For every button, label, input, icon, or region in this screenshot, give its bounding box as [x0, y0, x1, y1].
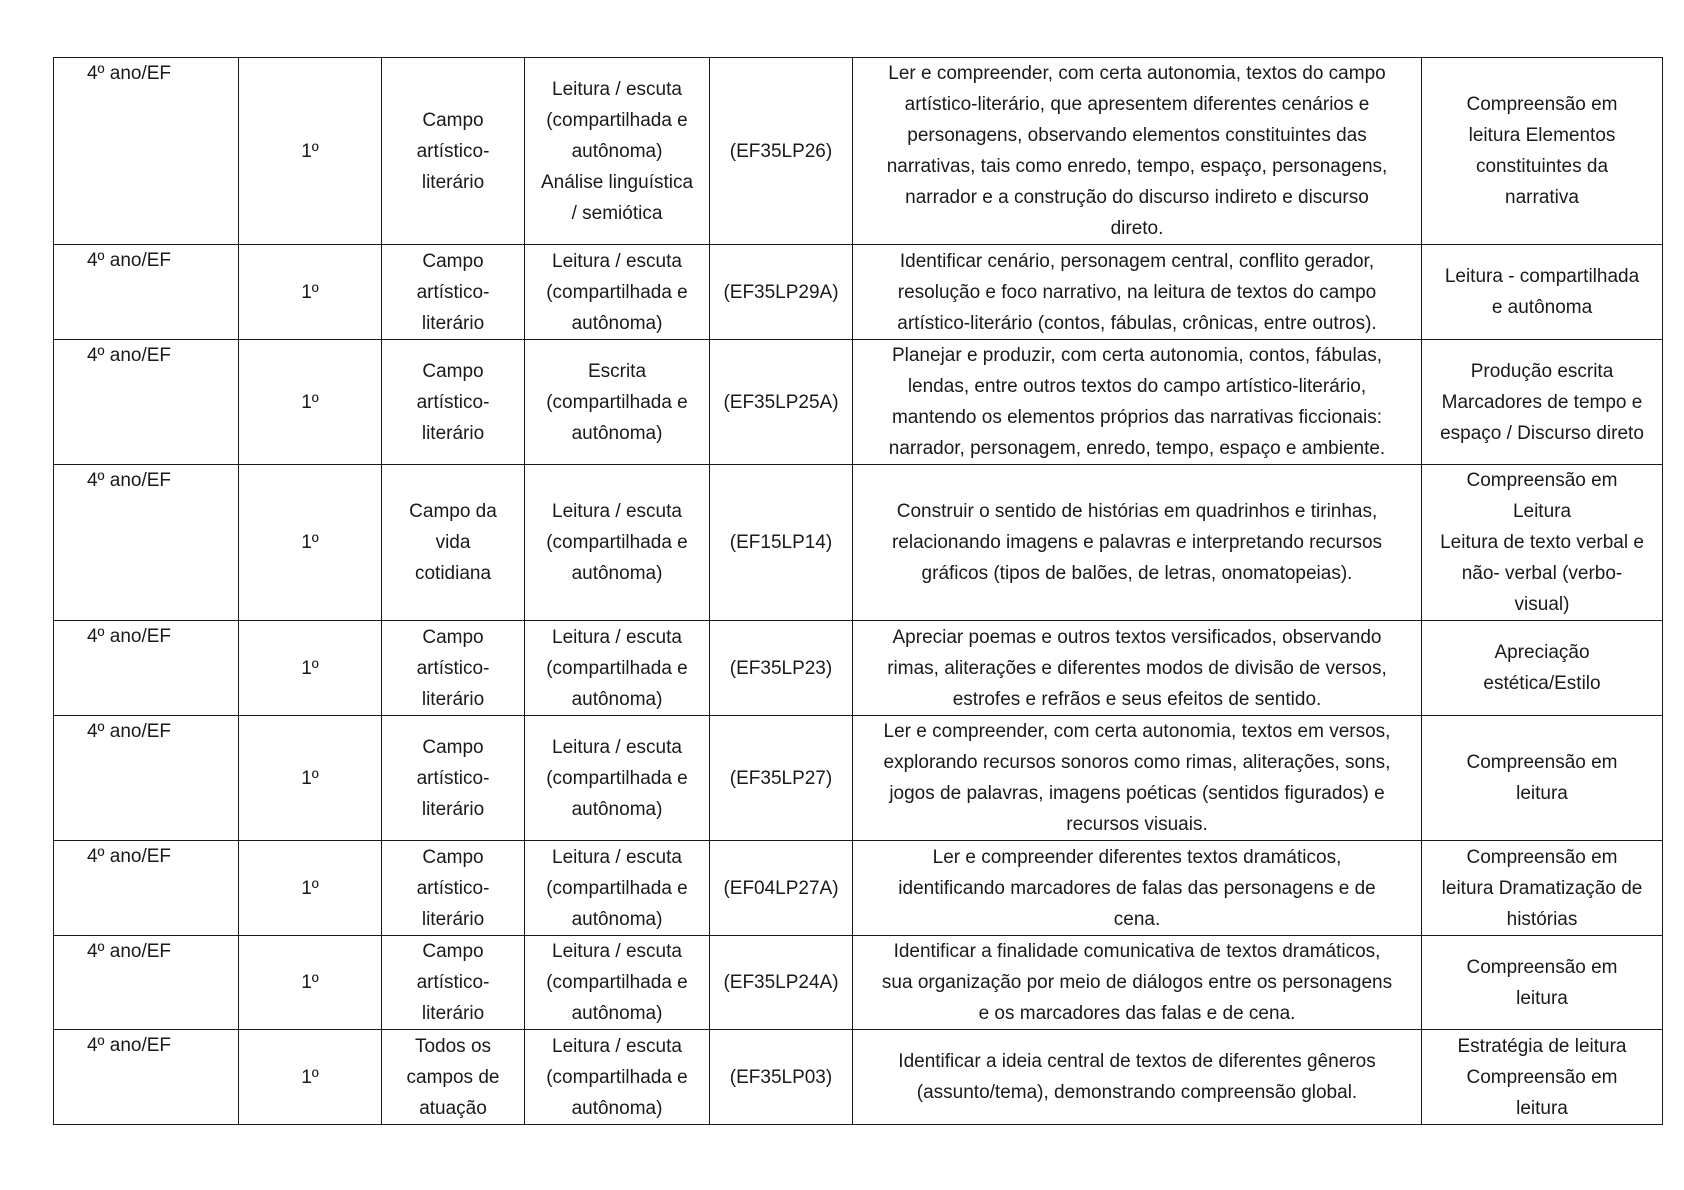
ano-cell: 4º ano/EF: [54, 245, 239, 340]
bimestre-cell: 1º: [239, 340, 382, 465]
table-row: [54, 936, 1663, 1030]
curriculum-table: [53, 57, 1663, 1125]
ano-cell: 4º ano/EF: [54, 936, 239, 1030]
habilidade-cell: Identificar a finalidade comunicativa de textos dramáticos, sua organização por meio de diálogos entre os personagens e os marcadores das falas e de cena.: [853, 936, 1422, 1030]
codigo-cell: (EF35LP24A): [710, 936, 853, 1030]
ano-cell: 4º ano/EF: [54, 621, 239, 716]
objeto-cell: Estratégia de leitura Compreensão em leitura: [1422, 1030, 1663, 1125]
ano-cell: 4º ano/EF: [54, 841, 239, 936]
table-row: [54, 841, 1663, 936]
pratica-cell: Leitura / escuta (compartilhada e autônoma): [525, 1030, 710, 1125]
table-row: [54, 621, 1663, 716]
codigo-cell: (EF15LP14): [710, 465, 853, 621]
bimestre-cell: 1º: [239, 716, 382, 841]
objeto-cell: Compreensão em leitura Elementos constituintes da narrativa: [1422, 58, 1663, 245]
ano-cell: 4º ano/EF: [54, 465, 239, 621]
bimestre-cell: 1º: [239, 841, 382, 936]
bimestre-cell: 1º: [239, 245, 382, 340]
campo-cell: Campo artístico- literário: [382, 936, 525, 1030]
pratica-cell: Leitura / escuta (compartilhada e autônoma): [525, 465, 710, 621]
table-body: [54, 58, 1663, 1125]
habilidade-cell: Construir o sentido de histórias em quadrinhos e tirinhas, relacionando imagens e palavras e interpretando recursos gráficos (tipos de balões, de letras, onomatopeias).: [853, 465, 1422, 621]
habilidade-cell: Ler e compreender, com certa autonomia, textos do campo artístico-literário, que apresentem diferentes cenários e personagens, observando elementos constituintes das narrativas, tais como enredo, tempo, espaço, personagens, narrador e a construção do discurso indireto e discurso direto.: [853, 58, 1422, 245]
objeto-cell: Apreciação estética/Estilo: [1422, 621, 1663, 716]
campo-cell: Todos os campos de atuação: [382, 1030, 525, 1125]
bimestre-cell: 1º: [239, 936, 382, 1030]
objeto-cell: Compreensão em leitura: [1422, 716, 1663, 841]
habilidade-cell: Ler e compreender, com certa autonomia, textos em versos, explorando recursos sonoros como rimas, aliterações, sons, jogos de palavras, imagens poéticas (sentidos figurados) e recursos visuais.: [853, 716, 1422, 841]
codigo-cell: (EF04LP27A): [710, 841, 853, 936]
objeto-cell: Compreensão em leitura: [1422, 936, 1663, 1030]
codigo-cell: (EF35LP23): [710, 621, 853, 716]
table-row: [54, 1030, 1663, 1125]
ano-cell: 4º ano/EF: [54, 340, 239, 465]
habilidade-cell: Identificar cenário, personagem central, conflito gerador, resolução e foco narrativo, na leitura de textos do campo artístico-literário (contos, fábulas, crônicas, entre outros).: [853, 245, 1422, 340]
pratica-cell: Leitura / escuta (compartilhada e autônoma) Análise linguística / semiótica: [525, 58, 710, 245]
habilidade-cell: Planejar e produzir, com certa autonomia, contos, fábulas, lendas, entre outros textos do campo artístico-literário, mantendo os elementos próprios das narrativas ficcionais: narrador, personagem, enredo, tempo, espaço e ambiente.: [853, 340, 1422, 465]
codigo-cell: (EF35LP03): [710, 1030, 853, 1125]
campo-cell: Campo da vida cotidiana: [382, 465, 525, 621]
pratica-cell: Leitura / escuta (compartilhada e autônoma): [525, 245, 710, 340]
habilidade-cell: Ler e compreender diferentes textos dramáticos, identificando marcadores de falas das personagens e de cena.: [853, 841, 1422, 936]
ano-cell: 4º ano/EF: [54, 716, 239, 841]
objeto-cell: Produção escrita Marcadores de tempo e espaço / Discurso direto: [1422, 340, 1663, 465]
objeto-cell: Compreensão em leitura Dramatização de histórias: [1422, 841, 1663, 936]
campo-cell: Campo artístico- literário: [382, 340, 525, 465]
pratica-cell: Leitura / escuta (compartilhada e autônoma): [525, 716, 710, 841]
campo-cell: Campo artístico- literário: [382, 621, 525, 716]
codigo-cell: (EF35LP25A): [710, 340, 853, 465]
pratica-cell: Leitura / escuta (compartilhada e autônoma): [525, 841, 710, 936]
codigo-cell: (EF35LP27): [710, 716, 853, 841]
table-row: [54, 245, 1663, 340]
campo-cell: Campo artístico- literário: [382, 58, 525, 245]
codigo-cell: (EF35LP29A): [710, 245, 853, 340]
bimestre-cell: 1º: [239, 621, 382, 716]
pratica-cell: Leitura / escuta (compartilhada e autônoma): [525, 621, 710, 716]
objeto-cell: Compreensão em Leitura Leitura de texto verbal e não- verbal (verbo- visual): [1422, 465, 1663, 621]
habilidade-cell: Apreciar poemas e outros textos versificados, observando rimas, aliterações e diferentes modos de divisão de versos, estrofes e refrãos e seus efeitos de sentido.: [853, 621, 1422, 716]
table-row: [54, 340, 1663, 465]
ano-cell: 4º ano/EF: [54, 58, 239, 245]
codigo-cell: (EF35LP26): [710, 58, 853, 245]
bimestre-cell: 1º: [239, 1030, 382, 1125]
pratica-cell: Leitura / escuta (compartilhada e autônoma): [525, 936, 710, 1030]
table-row: [54, 716, 1663, 841]
objeto-cell: Leitura - compartilhada e autônoma: [1422, 245, 1663, 340]
bimestre-cell: 1º: [239, 58, 382, 245]
bimestre-cell: 1º: [239, 465, 382, 621]
pratica-cell: Escrita (compartilhada e autônoma): [525, 340, 710, 465]
habilidade-cell: Identificar a ideia central de textos de diferentes gêneros (assunto/tema), demonstrando compreensão global.: [853, 1030, 1422, 1125]
table-row: [54, 465, 1663, 621]
campo-cell: Campo artístico- literário: [382, 841, 525, 936]
ano-cell: 4º ano/EF: [54, 1030, 239, 1125]
table-row: [54, 58, 1663, 245]
campo-cell: Campo artístico- literário: [382, 245, 525, 340]
campo-cell: Campo artístico- literário: [382, 716, 525, 841]
